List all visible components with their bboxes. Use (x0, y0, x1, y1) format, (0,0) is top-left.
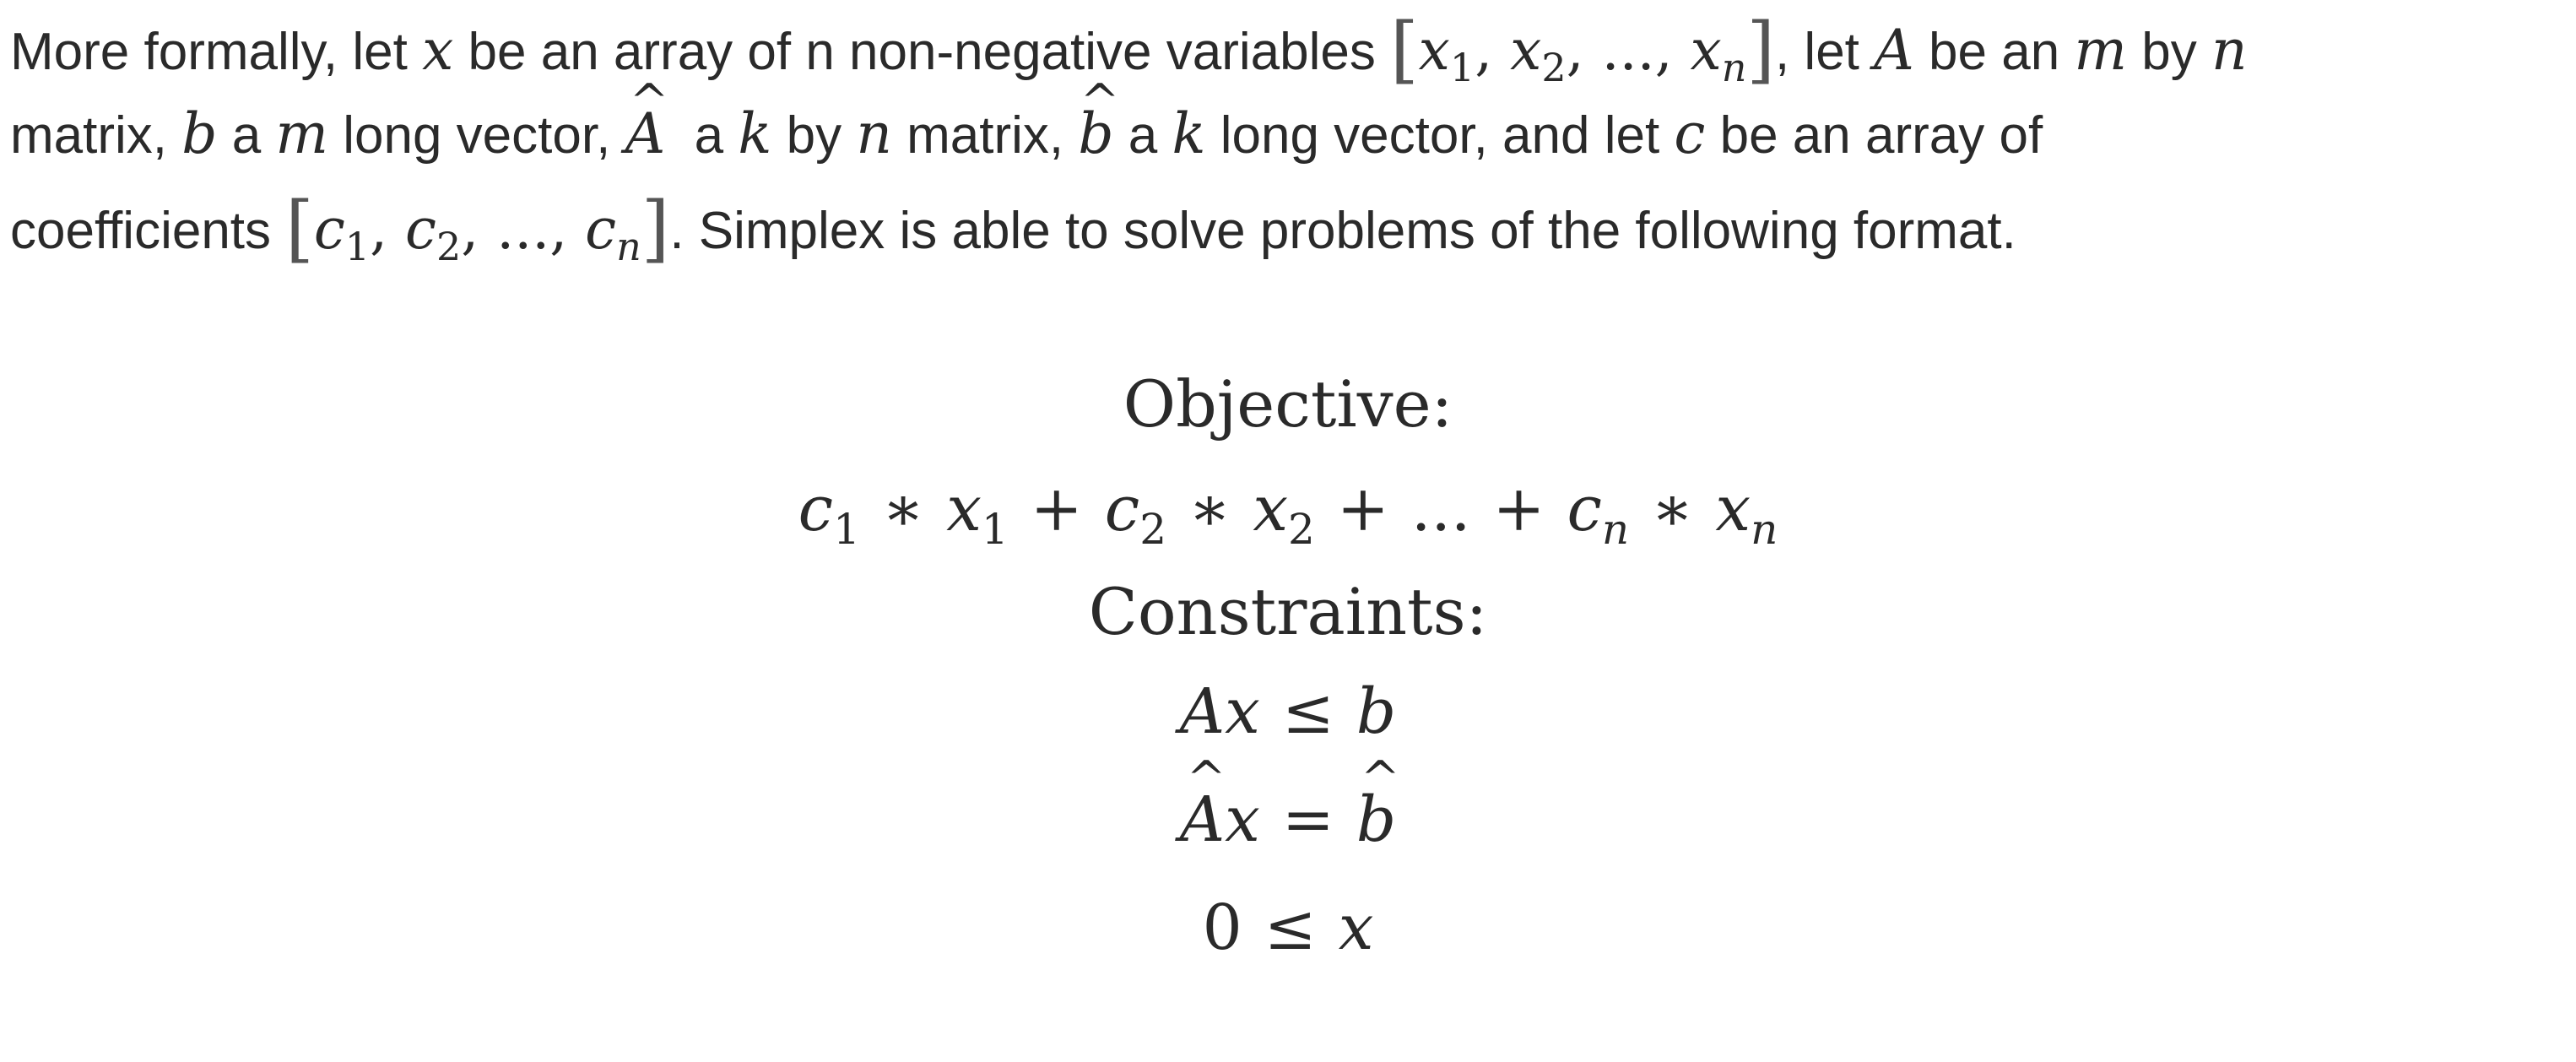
math-var-c1: c (313, 197, 345, 262)
math-var-A: A (1179, 675, 1226, 748)
text: . Simplex is able to solve problems of the following format. (669, 202, 2016, 260)
math-var-c1: c (798, 473, 834, 545)
math-ellipsis: , ..., (461, 197, 586, 262)
subscript: n (1721, 45, 1747, 90)
subscript: n (1601, 505, 1630, 554)
plus-operator: + (1336, 473, 1389, 545)
math-var-k: k (738, 101, 772, 166)
text: be an array of n non-negative variables (453, 23, 1391, 81)
times-operator: ∗ (1188, 473, 1231, 545)
plus-operator: + (1030, 473, 1083, 545)
subscript: n (616, 224, 641, 269)
subscript: 2 (1288, 505, 1315, 554)
objective-heading: Objective: (1123, 366, 1453, 442)
math-var-x: x (1225, 783, 1260, 856)
math-zero: 0 (1202, 891, 1242, 964)
subscript: 1 (1449, 45, 1475, 90)
text: More formally, let (10, 23, 423, 81)
left-bracket: [ (1390, 8, 1419, 92)
math-var-A-hat: ^ A (625, 89, 666, 179)
text: , let (1774, 23, 1875, 81)
text: matrix, (10, 106, 182, 165)
text: by (2127, 23, 2211, 81)
text: be an (1913, 23, 2075, 81)
objective-formula (0, 473, 2576, 554)
math-ellipsis: , ..., (1566, 18, 1691, 83)
right-bracket: ] (641, 187, 670, 271)
math-var-x: x (1338, 891, 1374, 964)
plus-operator: + (1492, 473, 1545, 545)
equals-operator: = (1281, 783, 1334, 856)
times-operator: ∗ (881, 473, 925, 545)
math-var-c: c (1674, 101, 1706, 166)
paragraph-line-2 (10, 89, 2568, 179)
text: long vector, (328, 106, 625, 165)
math-var-b-hat: ^ b (1078, 89, 1113, 179)
text: a (217, 106, 276, 165)
math-comma: , (370, 197, 406, 262)
subscript: 1 (344, 224, 371, 269)
subscript: 2 (436, 224, 462, 269)
math-var-b: b (181, 101, 218, 166)
math-var-A-hat: ^ A (1180, 783, 1225, 856)
leq-operator: ≤ (1264, 891, 1317, 964)
math-var-m: m (2074, 18, 2128, 83)
right-bracket: ] (1746, 8, 1775, 92)
paragraph-line-1 (10, 0, 2568, 92)
constraint-equality (0, 783, 2576, 856)
math-var-m: m (275, 101, 329, 166)
paragraph-line-3 (10, 179, 2568, 271)
math-var-x: x (422, 18, 454, 83)
math-var-k: k (1172, 101, 1206, 166)
math-var-x1: x (946, 473, 982, 545)
constraint-inequality (0, 675, 2576, 748)
constraints-heading: Constraints: (1088, 574, 1488, 649)
text: by (771, 106, 857, 165)
text: a (1113, 106, 1172, 165)
subscript: n (1751, 505, 1778, 554)
math-var-xn: x (1690, 18, 1722, 83)
math-var-cn: c (585, 197, 617, 262)
math-ellipsis: ... (1410, 473, 1471, 545)
text: a (665, 106, 739, 165)
math-var-c2: c (1104, 473, 1140, 545)
math-var-cn: c (1567, 473, 1602, 545)
subscript: 1 (833, 505, 860, 554)
subscript: 2 (1541, 45, 1567, 90)
text: long vector, and let (1205, 106, 1675, 165)
left-bracket: [ (285, 187, 314, 271)
subscript: 1 (981, 505, 1009, 554)
text: matrix, (891, 106, 1079, 165)
math-var-b-hat: ^ b (1356, 783, 1396, 856)
math-var-x2: x (1253, 473, 1289, 545)
math-var-b: b (1356, 675, 1397, 748)
math-var-x: x (1225, 675, 1260, 748)
text: be an array of (1705, 106, 2043, 165)
math-var-n: n (856, 101, 892, 166)
math-var-x1: x (1418, 18, 1450, 83)
math-var-x2: x (1510, 18, 1542, 83)
description-paragraph (10, 0, 2568, 271)
leq-operator: ≤ (1281, 675, 1334, 748)
times-operator: ∗ (1651, 473, 1694, 545)
math-var-n: n (2211, 18, 2248, 83)
math-var-c2: c (405, 197, 437, 262)
constraint-nonnegativity (0, 891, 2576, 964)
subscript: 2 (1139, 505, 1167, 554)
math-var-xn: x (1715, 473, 1751, 545)
text: coefficients (10, 202, 286, 260)
math-comma: , (1475, 18, 1511, 83)
math-var-A: A (1874, 18, 1914, 83)
